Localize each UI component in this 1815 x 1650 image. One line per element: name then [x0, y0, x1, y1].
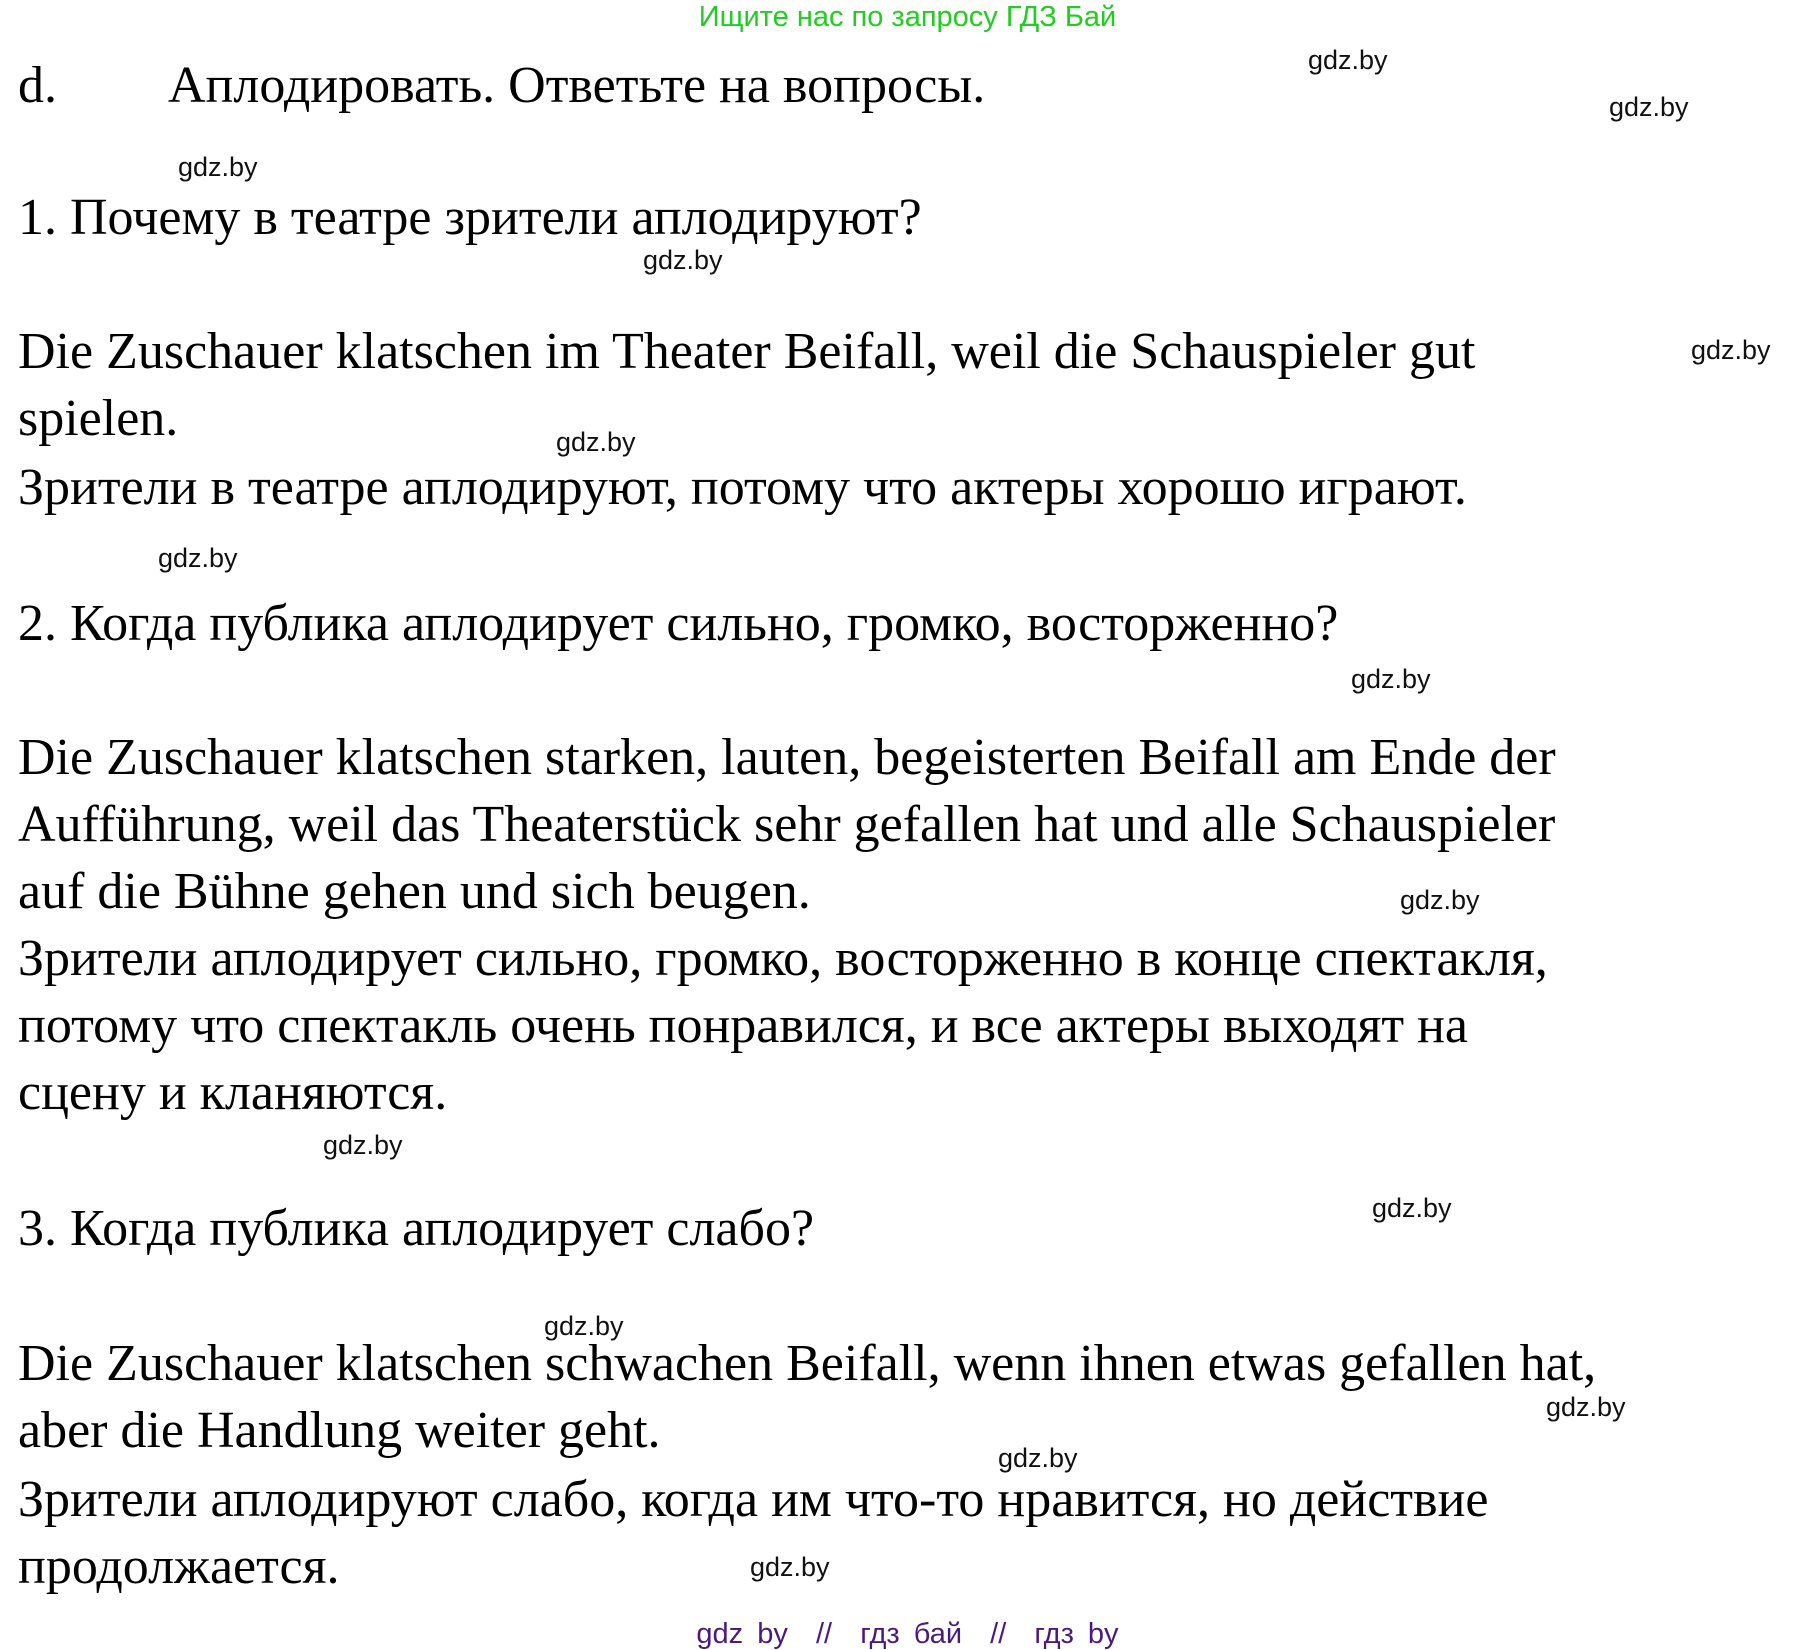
task-letter: d.	[18, 57, 57, 114]
answer-3-de-line-1: Die Zuschauer klatschen schwachen Beifall, wenn ihnen etwas gefallen hat,	[18, 1335, 1597, 1392]
answer-2-ru-line-3: сцену и кланяются.	[18, 1064, 448, 1121]
watermark: gdz.by	[643, 245, 723, 275]
answer-3-ru-line-2: продолжается.	[18, 1538, 340, 1595]
watermark: gdz.by	[1372, 1193, 1452, 1223]
watermark: gdz.by	[1308, 45, 1388, 75]
answer-1-de-line-2: spielen.	[18, 390, 179, 447]
watermark: gdz.by	[998, 1443, 1078, 1473]
watermark: gdz.by	[158, 543, 238, 573]
question-3: 3. Когда публика аплодирует слабо?	[18, 1200, 815, 1257]
watermark: gdz.by	[1546, 1392, 1626, 1422]
watermark: gdz.by	[1609, 92, 1689, 122]
answer-2-ru-line-1: Зрители аплодирует сильно, громко, восторженно в конце спектакля,	[18, 930, 1548, 987]
answer-2-de-line-2: Aufführung, weil das Theaterstück sehr gefallen hat und alle Schauspieler	[18, 796, 1556, 853]
question-1: 1. Почему в театре зрители аплодируют?	[18, 189, 922, 246]
answer-1-ru-line-1: Зрители в театре аплодируют, потому что актеры хорошо играют.	[18, 459, 1467, 516]
watermark: gdz.by	[544, 1311, 624, 1341]
task-title: Аплодировать. Ответьте на вопросы.	[168, 57, 986, 114]
watermark: gdz.by	[323, 1130, 403, 1160]
answer-2-de-line-3: auf die Bühne gehen und sich beugen.	[18, 863, 811, 920]
question-2: 2. Когда публика аплодирует сильно, громко, восторженно?	[18, 595, 1339, 652]
answer-3-de-line-2: aber die Handlung weiter geht.	[18, 1402, 661, 1459]
answer-1-de-line-1: Die Zuschauer klatschen im Theater Beifall, weil die Schauspieler gut	[18, 323, 1476, 380]
promo-banner: Ищите нас по запросу ГДЗ Бай	[698, 1, 1117, 33]
watermark: gdz.by	[750, 1552, 830, 1582]
watermark: gdz.by	[556, 427, 636, 457]
watermark: gdz.by	[1351, 664, 1431, 694]
watermark: gdz.by	[178, 152, 258, 182]
watermark: gdz.by	[1400, 885, 1480, 915]
answer-2-de-line-1: Die Zuschauer klatschen starken, lauten, begeisterten Beifall am Ende der	[18, 729, 1556, 786]
answer-2-ru-line-2: потому что спектакль очень понравился, и все актеры выходят на	[18, 997, 1469, 1054]
watermark: gdz.by	[1691, 335, 1771, 365]
footer-links: gdz by // гдз бай // гдз by	[696, 1618, 1119, 1650]
answer-3-ru-line-1: Зрители аплодируют слабо, когда им что-то нравится, но действие	[18, 1471, 1489, 1528]
